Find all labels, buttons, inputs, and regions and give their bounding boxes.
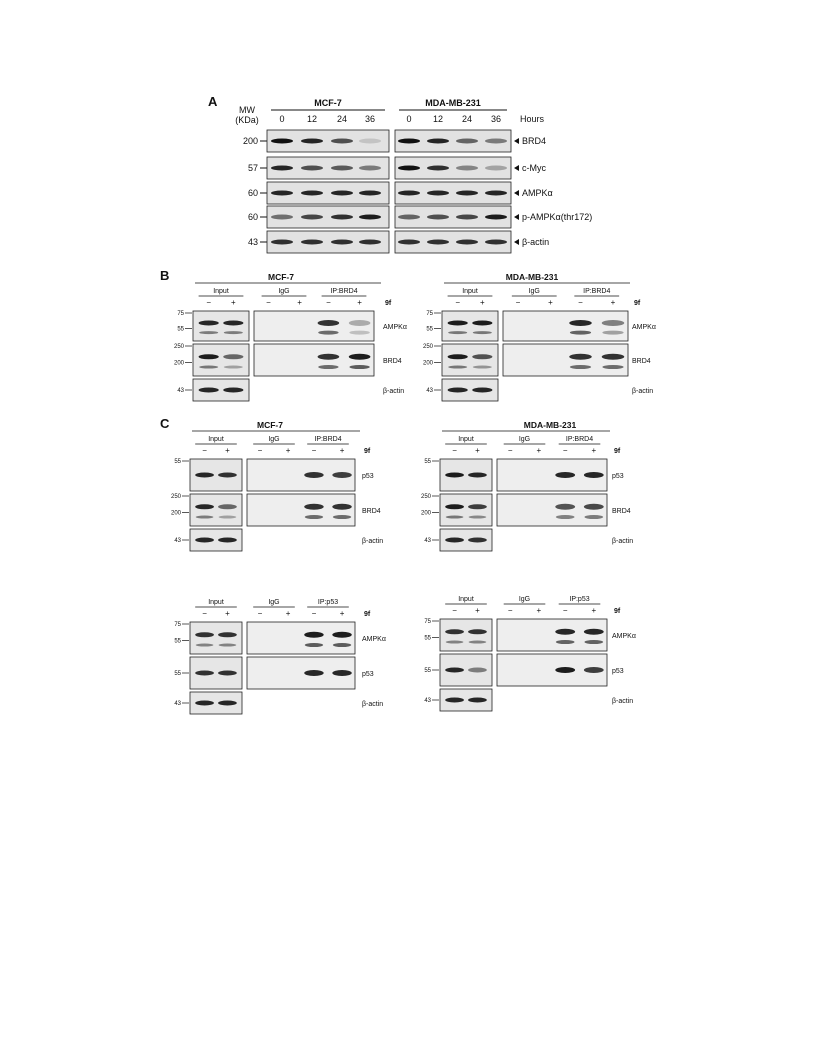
c-mcf7-p53-group-input: Input — [208, 599, 224, 606]
c-mdamb231-brd4-p53-input-band — [445, 473, 464, 478]
c-mdamb231-p53-actin-input-band — [445, 698, 464, 703]
sign-label: − — [515, 298, 521, 307]
c-mcf7-brd4-brd4-input-band — [218, 504, 237, 509]
band-brd4 — [331, 139, 353, 144]
b-mdamb231-actin-input-band — [472, 388, 492, 393]
b-mcf7-group-igg: IgG — [278, 288, 290, 295]
band-c-myc — [398, 166, 420, 171]
b-mcf7-brd4-input-band — [199, 354, 219, 359]
sign-label: − — [257, 609, 263, 618]
c-mdamb231-brd4-p53-label: p53 — [612, 473, 624, 480]
c-mcf7-p53-actin-label: β-actin — [362, 701, 384, 708]
band-brd4 — [359, 139, 381, 144]
b-mdamb231-ampk-ip-band-lower — [602, 331, 623, 335]
b-mdamb231-ampk-input-band — [472, 321, 492, 326]
c-mcf7-brd4-brd4-input-band-lower — [196, 516, 214, 519]
time-label-12: 12 — [306, 114, 318, 124]
c-mcf7-brd4-group-igg: IgG — [268, 436, 280, 443]
mw-marker-75: 75 — [426, 311, 433, 317]
c-mcf7-brd4-group-ip-brd4: IP:BRD4 — [314, 436, 342, 443]
mw-marker-75: 75 — [174, 622, 181, 628]
sign-label: + — [536, 446, 542, 455]
b-mdamb231-brd4-input-band — [472, 354, 492, 359]
b-mcf7-ampk-input-band — [223, 321, 243, 326]
sign-label: − — [206, 298, 212, 307]
c-mcf7-p53-ampk-input-band-lower — [196, 644, 214, 647]
b-mdamb231-ampk-ip-band-lower — [570, 331, 591, 335]
b-mcf7-brd4-input-band-lower — [224, 366, 243, 369]
panel-letter-b: B — [160, 268, 170, 283]
b-mcf7-ampk-input-band — [199, 321, 219, 326]
b-mcf7-ampk-ip-band — [349, 320, 371, 326]
mw-marker-55: 55 — [174, 459, 181, 465]
band-c-myc — [271, 166, 293, 171]
c-mdamb231-p53-ampk-ip-band-lower — [556, 640, 575, 644]
band-c-myc — [301, 166, 323, 171]
c-mcf7-brd4-actin-input-band — [195, 538, 214, 543]
c-mdamb231-p53-p53-input-band — [468, 668, 487, 673]
c-mcf7-p53-ampk-ip-band-lower — [333, 643, 351, 647]
b-mcf7-ampk-input-blot — [193, 311, 249, 341]
band-ampk — [359, 191, 381, 196]
time-label-24: 24 — [461, 114, 473, 124]
mw-marker-60: 60 — [247, 212, 258, 222]
band-p-ampk-thr172 — [485, 215, 507, 220]
b-mcf7-ampk-input-band-lower — [224, 331, 243, 334]
b-mcf7-brd4-ip-band-lower — [318, 365, 338, 369]
c-mcf7-brd4-actin-label: β-actin — [362, 538, 384, 545]
c-mcf7-brd4-treatment-label: 9f — [364, 448, 371, 455]
c-mdamb231-brd4-group-input: Input — [458, 436, 474, 443]
band-brd4 — [301, 139, 323, 144]
c-mdamb231-brd4-p53-input-band — [468, 473, 487, 478]
panel-a — [208, 94, 592, 253]
c-mcf7-p53-p53-input-band — [195, 671, 214, 676]
b-mcf7-title: MCF-7 — [268, 272, 294, 282]
b-mdamb231-title: MDA-MB-231 — [505, 272, 559, 282]
mw-marker-55: 55 — [424, 635, 431, 642]
row-arrow — [514, 190, 519, 196]
b-mdamb231-ampk-ip-band — [569, 320, 592, 326]
band-brd4 — [427, 139, 449, 144]
mw-marker-60: 60 — [247, 188, 258, 198]
c-mcf7-brd4-brd4-label: BRD4 — [362, 508, 381, 515]
row-arrow — [514, 214, 519, 220]
sign-label: − — [562, 606, 568, 615]
sign-label: + — [339, 609, 345, 618]
mw-marker-200: 200 — [173, 360, 184, 367]
c-mdamb231-brd4-actin-input-band — [468, 538, 487, 543]
c-mcf7-brd4-brd4-ip-band-lower — [333, 515, 351, 519]
b-mcf7-actin-label: β-actin — [383, 388, 405, 395]
mw-marker-55: 55 — [424, 668, 431, 674]
c-mcf7-brd4-brd4-input-band-lower — [219, 516, 237, 519]
sign-label: + — [339, 446, 345, 455]
panel-letter-c: C — [160, 416, 170, 431]
b-mcf7-group-ip-brd4: IP:BRD4 — [330, 288, 358, 295]
c-mcf7-brd4-p53-input-band — [218, 473, 237, 478]
c-mcf7-p53-ampk-input-band — [218, 632, 237, 637]
time-label-12: 12 — [432, 114, 444, 124]
mw-marker-43: 43 — [424, 698, 431, 704]
sign-label: − — [507, 446, 513, 455]
b-mcf7-ampk-ip-blot — [254, 311, 374, 341]
c-mdamb231-p53-ampk-input-band — [445, 629, 464, 634]
mw-marker-250: 250 — [422, 344, 433, 350]
band-c-myc — [485, 166, 507, 171]
sign-label: − — [562, 446, 568, 455]
c-mcf7-brd4-p53-label: p53 — [362, 473, 374, 480]
time-label-24: 24 — [336, 114, 348, 124]
panel-c — [160, 416, 636, 714]
mw-marker-43: 43 — [424, 538, 431, 544]
b-mdamb231-ampk-input-band-lower — [448, 331, 467, 334]
b-mcf7-brd4-ip-band — [349, 354, 371, 360]
sign-label: − — [507, 606, 513, 615]
mw-label: MW — [239, 105, 255, 115]
b-mdamb231-brd4-ip-band-lower — [602, 365, 623, 369]
c-mdamb231-p53-p53-label: p53 — [612, 668, 624, 675]
band-p-ampk-thr172 — [271, 215, 293, 220]
c-mdamb231-brd4-p53-ip-band — [555, 472, 575, 478]
c-mcf7-brd4-brd4-ip-band — [332, 504, 351, 510]
row-label-actin: β-actin — [522, 237, 550, 247]
band-brd4 — [398, 139, 420, 144]
row-label-ampk: AMPKα — [522, 188, 553, 198]
sign-label: + — [591, 606, 597, 615]
sign-label: − — [326, 298, 331, 307]
mw-marker-43: 43 — [174, 701, 181, 707]
c-mcf7-brd4-group-input: Input — [208, 436, 224, 443]
b-mdamb231-ampk-input-blot — [442, 311, 498, 341]
group-label-mda-mb-231: MDA-MB-231 — [425, 98, 481, 108]
sign-label: − — [311, 446, 317, 455]
sign-label: + — [285, 446, 291, 455]
c-mdamb231-brd4-brd4-input-blot — [440, 494, 492, 526]
c-mdamb231-p53-ampk-input-band — [468, 629, 487, 634]
time-label-36: 36 — [364, 114, 376, 124]
b-mcf7-brd4-ip-band — [318, 354, 340, 360]
c-mdamb231-p53-p53-ip-band — [555, 667, 575, 673]
time-label-0: 0 — [279, 114, 285, 124]
band-p-ampk-thr172 — [359, 215, 381, 220]
c-mcf7-p53-ampk-input-band — [195, 632, 214, 637]
hours-label: Hours — [520, 114, 545, 124]
band-actin — [301, 240, 323, 245]
mw-marker-200: 200 — [420, 510, 431, 517]
mw-marker-250: 250 — [170, 494, 181, 500]
c-mcf7-brd4-title: MCF-7 — [257, 420, 283, 430]
b-mcf7-brd4-label: BRD4 — [383, 358, 402, 365]
mw-marker-250: 250 — [173, 344, 184, 350]
sign-label: + — [357, 298, 362, 307]
sign-label: + — [475, 606, 480, 615]
b-mdamb231-brd4-ip-band — [569, 354, 592, 360]
mw-marker-43: 43 — [177, 388, 184, 394]
b-mdamb231-group-igg: IgG — [528, 288, 540, 295]
row-label-brd4: BRD4 — [522, 136, 547, 146]
c-mdamb231-p53-actin-input-band — [468, 698, 487, 703]
c-mdamb231-brd4-treatment-label: 9f — [614, 448, 621, 455]
mw-unit-label: (KDa) — [235, 115, 259, 125]
b-mcf7-group-input: Input — [213, 288, 229, 295]
c-mcf7-p53-p53-ip-band — [304, 670, 323, 676]
b-mcf7-ampk-ip-band-lower — [318, 331, 338, 335]
band-actin — [359, 240, 381, 245]
band-p-ampk-thr172 — [301, 215, 323, 220]
mw-marker-200: 200 — [422, 360, 433, 367]
sign-label: + — [285, 609, 291, 618]
c-mdamb231-p53-ampk-ip-band — [584, 629, 604, 635]
sign-label: + — [225, 446, 230, 455]
sign-label: − — [311, 609, 317, 618]
b-mcf7-ampk-input-band-lower — [199, 331, 218, 334]
mw-marker-200: 200 — [170, 510, 181, 517]
mw-marker-43: 43 — [426, 388, 433, 394]
panel-letter-a: A — [208, 94, 218, 109]
c-mcf7-p53-ampk-input-band-lower — [219, 644, 237, 647]
c-mdamb231-brd4-actin-label: β-actin — [612, 538, 634, 545]
mw-marker-55: 55 — [177, 326, 184, 333]
band-c-myc — [359, 166, 381, 171]
band-ampk — [456, 191, 478, 196]
c-mcf7-p53-group-ip-p53: IP:p53 — [317, 599, 339, 606]
b-mdamb231-brd4-ip-band — [602, 354, 625, 360]
row-arrow — [514, 165, 519, 171]
c-mdamb231-brd4-brd4-input-band — [445, 504, 464, 509]
c-mdamb231-brd4-brd4-label: BRD4 — [612, 508, 631, 515]
sign-label: + — [230, 298, 236, 307]
sign-label: + — [548, 298, 553, 307]
row-arrow — [514, 138, 519, 144]
c-mcf7-p53-p53-label: p53 — [362, 671, 374, 678]
panel-b — [160, 268, 656, 401]
band-ampk — [398, 191, 420, 196]
row-arrow — [514, 239, 519, 245]
c-mdamb231-p53-ampk-input-blot — [440, 619, 492, 651]
c-mcf7-p53-actin-input-band — [218, 701, 237, 706]
mw-marker-75: 75 — [177, 311, 184, 317]
band-brd4 — [456, 139, 478, 144]
mw-marker-250: 250 — [420, 494, 431, 500]
c-mcf7-p53-p53-ip-band — [332, 670, 351, 676]
c-mdamb231-brd4-title: MDA-MB-231 — [523, 420, 577, 430]
band-p-ampk-thr172 — [331, 215, 353, 220]
c-mcf7-p53-ampk-ip-band — [332, 632, 351, 638]
c-mcf7-p53-ampk-input-blot — [190, 622, 242, 654]
band-actin — [456, 240, 478, 245]
c-mdamb231-p53-ampk-input-band-lower — [469, 641, 487, 644]
c-mdamb231-p53-ampk-ip-band — [555, 629, 575, 635]
c-mdamb231-p53-ampk-ip-blot — [497, 619, 607, 651]
c-mdamb231-p53-ampk-ip-band-lower — [584, 640, 603, 644]
c-mcf7-brd4-brd4-input-band — [195, 504, 214, 509]
b-mdamb231-ampk-input-band — [448, 321, 468, 326]
c-mcf7-p53-ampk-ip-blot — [247, 622, 355, 654]
b-mdamb231-brd4-label: BRD4 — [632, 358, 651, 365]
sign-label: − — [257, 446, 263, 455]
band-ampk — [271, 191, 293, 196]
b-mcf7-brd4-input-band-lower — [199, 366, 218, 369]
c-mdamb231-p53-actin-label: β-actin — [612, 698, 634, 705]
sign-label: − — [455, 298, 461, 307]
band-p-ampk-thr172 — [398, 215, 420, 220]
c-mdamb231-brd4-brd4-ip-blot — [497, 494, 607, 526]
sign-label: + — [297, 298, 302, 307]
b-mcf7-ampk-ip-band — [318, 320, 340, 326]
c-mdamb231-brd4-brd4-ip-band — [555, 504, 575, 510]
mw-marker-55: 55 — [174, 671, 181, 677]
mw-marker-55: 55 — [174, 638, 181, 645]
mw-marker-75: 75 — [424, 619, 431, 625]
sign-label: + — [225, 609, 230, 618]
c-mcf7-p53-actin-input-band — [195, 701, 214, 706]
sign-label: − — [452, 606, 457, 615]
c-mcf7-brd4-brd4-ip-band-lower — [305, 515, 323, 519]
c-mcf7-p53-p53-input-band — [218, 671, 237, 676]
sign-label: + — [475, 446, 480, 455]
b-mcf7-brd4-input-band — [223, 354, 243, 359]
c-mdamb231-p53-treatment-label: 9f — [614, 608, 621, 615]
b-mcf7-brd4-ip-band-lower — [349, 365, 369, 369]
c-mdamb231-brd4-brd4-input-band-lower — [446, 516, 464, 519]
c-mcf7-brd4-actin-input-band — [218, 538, 237, 543]
b-mdamb231-actin-label: β-actin — [632, 388, 654, 395]
b-mdamb231-brd4-input-blot — [442, 344, 498, 376]
c-mcf7-brd4-p53-input-band — [195, 473, 214, 478]
c-mdamb231-p53-ampk-input-band-lower — [446, 641, 464, 644]
band-ampk — [331, 191, 353, 196]
band-c-myc — [427, 166, 449, 171]
band-brd4 — [485, 139, 507, 144]
band-actin — [398, 240, 420, 245]
row-label-c-myc: c-Myc — [522, 163, 546, 173]
c-mcf7-brd4-brd4-ip-blot — [247, 494, 355, 526]
band-brd4 — [271, 139, 293, 144]
sign-label: + — [536, 606, 542, 615]
b-mdamb231-brd4-ip-blot — [503, 344, 628, 376]
b-mdamb231-treatment-label: 9f — [634, 300, 641, 307]
b-mcf7-brd4-input-blot — [193, 344, 249, 376]
c-mdamb231-p53-group-ip-p53: IP:p53 — [569, 596, 590, 603]
time-label-0: 0 — [406, 114, 412, 124]
b-mcf7-actin-input-band — [223, 388, 243, 393]
b-mdamb231-ampk-label: AMPKα — [632, 324, 656, 331]
c-mcf7-p53-group-igg: IgG — [268, 599, 280, 606]
band-c-myc — [456, 166, 478, 171]
band-actin — [271, 240, 293, 245]
c-mdamb231-brd4-brd4-ip-band-lower — [556, 515, 575, 519]
c-mdamb231-brd4-brd4-input-band-lower — [469, 516, 487, 519]
band-actin — [485, 240, 507, 245]
c-mdamb231-p53-group-input: Input — [458, 596, 474, 603]
b-mdamb231-group-ip-brd4: IP:BRD4 — [583, 288, 611, 295]
b-mcf7-brd4-ip-blot — [254, 344, 374, 376]
band-actin — [331, 240, 353, 245]
c-mcf7-brd4-p53-ip-band — [304, 472, 323, 478]
b-mdamb231-actin-input-band — [448, 388, 468, 393]
c-mdamb231-brd4-brd4-input-band — [468, 504, 487, 509]
b-mcf7-ampk-ip-band-lower — [349, 331, 369, 335]
band-ampk — [427, 191, 449, 196]
c-mcf7-p53-ampk-ip-band — [304, 632, 323, 638]
b-mdamb231-ampk-ip-band — [602, 320, 625, 326]
c-mcf7-brd4-brd4-input-blot — [190, 494, 242, 526]
mw-marker-57: 57 — [247, 163, 258, 173]
b-mdamb231-brd4-input-band-lower — [448, 366, 467, 369]
c-mdamb231-brd4-brd4-ip-band — [584, 504, 604, 510]
b-mcf7-ampk-label: AMPKα — [383, 324, 407, 331]
b-mdamb231-ampk-input-band-lower — [473, 331, 492, 334]
band-p-ampk-thr172 — [427, 215, 449, 220]
c-mcf7-brd4-p53-ip-band — [332, 472, 351, 478]
b-mcf7-actin-input-band — [199, 388, 219, 393]
band-ampk — [485, 191, 507, 196]
sign-label: + — [591, 446, 597, 455]
c-mcf7-brd4-brd4-ip-band — [304, 504, 323, 510]
c-mdamb231-p53-group-igg: IgG — [518, 596, 531, 603]
c-mdamb231-brd4-p53-ip-band — [584, 472, 604, 478]
group-label-mcf-7: MCF-7 — [314, 98, 342, 108]
band-actin — [427, 240, 449, 245]
b-mdamb231-brd4-input-band-lower — [473, 366, 492, 369]
sign-label: + — [479, 298, 485, 307]
sign-label: + — [610, 298, 616, 307]
c-mdamb231-p53-p53-ip-band — [584, 667, 604, 673]
b-mdamb231-brd4-input-band — [448, 354, 468, 359]
c-mdamb231-brd4-group-ip-brd4: IP:BRD4 — [565, 436, 594, 443]
b-mcf7-treatment-label: 9f — [385, 300, 392, 307]
mw-marker-43: 43 — [247, 237, 258, 247]
sign-label: − — [202, 446, 207, 455]
c-mdamb231-brd4-brd4-ip-band-lower — [584, 515, 603, 519]
c-mdamb231-brd4-group-igg: IgG — [518, 436, 531, 443]
band-p-ampk-thr172 — [456, 215, 478, 220]
mw-marker-43: 43 — [174, 538, 181, 544]
mw-marker-200: 200 — [242, 136, 258, 146]
sign-label: − — [266, 298, 271, 307]
sign-label: − — [202, 609, 207, 618]
c-mcf7-p53-ampk-label: AMPKα — [362, 636, 386, 643]
c-mcf7-p53-treatment-label: 9f — [364, 611, 371, 618]
sign-label: − — [452, 446, 457, 455]
b-mdamb231-ampk-ip-blot — [503, 311, 628, 341]
c-mcf7-p53-ampk-ip-band-lower — [305, 643, 323, 647]
c-mdamb231-p53-p53-input-band — [445, 668, 464, 673]
b-mdamb231-group-input: Input — [462, 288, 478, 295]
c-mdamb231-brd4-actin-input-band — [445, 538, 464, 543]
row-label-p-ampk-thr172: p-AMPKα(thr172) — [522, 212, 593, 222]
b-mdamb231-brd4-ip-band-lower — [570, 365, 591, 369]
time-label-36: 36 — [490, 114, 502, 124]
mw-marker-55: 55 — [424, 459, 431, 465]
band-ampk — [301, 191, 323, 196]
c-mdamb231-p53-ampk-label: AMPKα — [612, 633, 636, 640]
sign-label: − — [578, 298, 583, 307]
band-c-myc — [331, 166, 353, 171]
mw-marker-55: 55 — [426, 326, 433, 333]
